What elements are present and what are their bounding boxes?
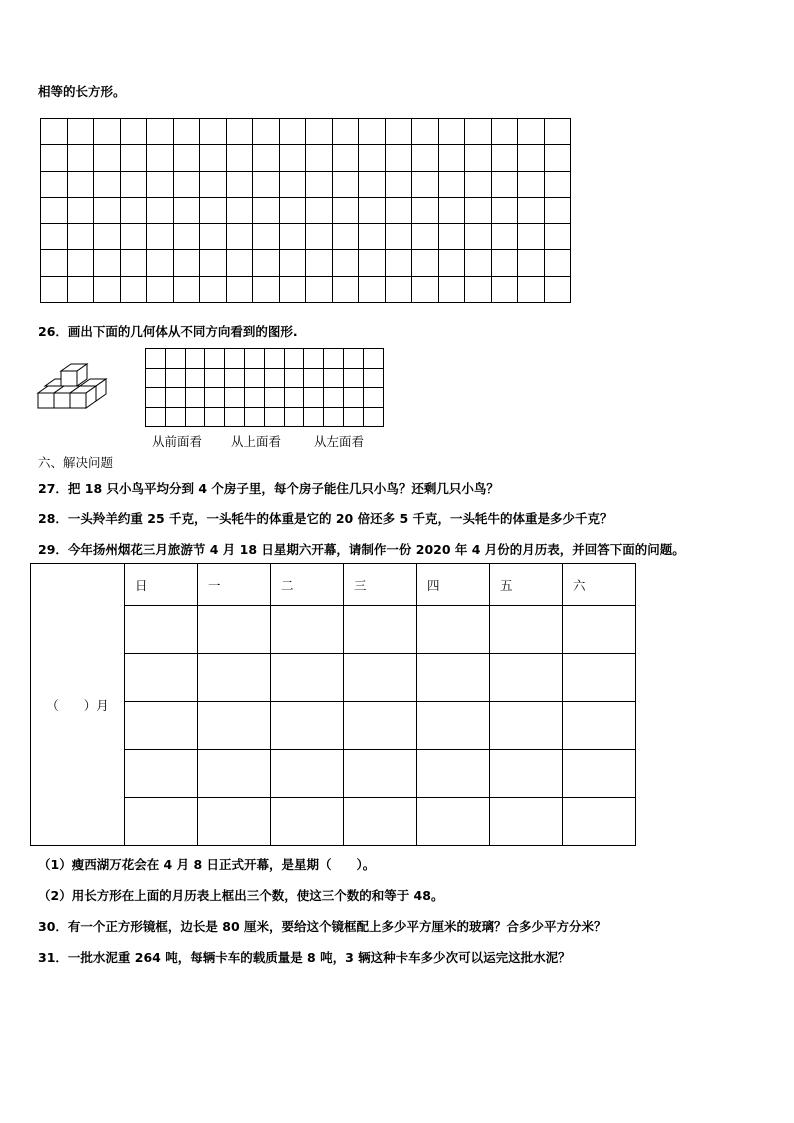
grid-cell bbox=[465, 224, 492, 250]
grid-cell bbox=[120, 119, 147, 145]
grid-cell bbox=[544, 224, 571, 250]
calendar-day-cell bbox=[125, 606, 198, 654]
grid-cell bbox=[146, 349, 166, 369]
grid-cell bbox=[200, 276, 227, 302]
grid-cell bbox=[385, 171, 412, 197]
grid-cell bbox=[363, 407, 383, 427]
grid-cell bbox=[94, 250, 121, 276]
grid-cell bbox=[146, 407, 166, 427]
grid-cell bbox=[41, 119, 68, 145]
grid-cell bbox=[284, 388, 304, 408]
grid-cell bbox=[343, 388, 363, 408]
calendar-day-cell bbox=[563, 702, 636, 750]
calendar-day-cell bbox=[344, 750, 417, 798]
calendar-day-cell bbox=[563, 750, 636, 798]
grid-row bbox=[41, 250, 571, 276]
grid-cell bbox=[412, 224, 439, 250]
grid-cell bbox=[253, 224, 280, 250]
grid-cell bbox=[491, 145, 518, 171]
calendar-day-cell bbox=[417, 606, 490, 654]
grid-cell bbox=[41, 171, 68, 197]
grid-cell bbox=[438, 276, 465, 302]
grid-cell bbox=[279, 224, 306, 250]
grid-cell bbox=[491, 119, 518, 145]
grid-cell bbox=[41, 197, 68, 223]
grid-cell bbox=[185, 349, 205, 369]
grid-cell bbox=[185, 407, 205, 427]
grid-cell bbox=[324, 407, 344, 427]
grid-cell bbox=[225, 407, 245, 427]
grid-cell bbox=[205, 388, 225, 408]
weekday-header: 三 bbox=[344, 564, 417, 606]
grid-cell bbox=[173, 224, 200, 250]
calendar-day-cell bbox=[344, 606, 417, 654]
grid-cell bbox=[225, 388, 245, 408]
grid-cell bbox=[544, 197, 571, 223]
grid-cell bbox=[226, 197, 253, 223]
grid-cell bbox=[304, 407, 324, 427]
grid-cell bbox=[306, 145, 333, 171]
grid-cell bbox=[343, 407, 363, 427]
grid-cell bbox=[225, 368, 245, 388]
grid-cell bbox=[385, 224, 412, 250]
grid-cell bbox=[41, 250, 68, 276]
weekday-header: 日 bbox=[125, 564, 198, 606]
grid-cell bbox=[94, 145, 121, 171]
grid-cell bbox=[200, 250, 227, 276]
weekday-header: 一 bbox=[198, 564, 271, 606]
grid-cell bbox=[438, 224, 465, 250]
grid-cell bbox=[359, 250, 386, 276]
grid-cell bbox=[343, 349, 363, 369]
grid-cell bbox=[147, 119, 174, 145]
view-drawing-grid bbox=[145, 348, 384, 427]
grid-cell bbox=[244, 368, 264, 388]
calendar-day-cell bbox=[344, 654, 417, 702]
label-front-view: 从前面看 bbox=[152, 434, 203, 449]
label-left-view: 从左面看 bbox=[314, 434, 365, 449]
question-26-text: 26．画出下面的几何体从不同方向看到的图形. bbox=[38, 324, 298, 339]
grid-cell bbox=[306, 171, 333, 197]
grid-cell bbox=[332, 276, 359, 302]
grid-cell bbox=[147, 250, 174, 276]
grid-cell bbox=[518, 145, 545, 171]
grid-cell bbox=[465, 145, 492, 171]
grid-cell bbox=[200, 171, 227, 197]
grid-cell bbox=[438, 145, 465, 171]
grid-cell bbox=[253, 276, 280, 302]
grid-cell bbox=[67, 224, 94, 250]
grid-cell bbox=[173, 197, 200, 223]
grid-cell bbox=[412, 145, 439, 171]
grid-cell bbox=[304, 388, 324, 408]
calendar-day-cell bbox=[198, 654, 271, 702]
view-grid-row bbox=[146, 407, 384, 427]
grid-cell bbox=[147, 145, 174, 171]
view-grid-row bbox=[146, 388, 384, 408]
calendar-day-cell bbox=[198, 702, 271, 750]
weekday-header: 二 bbox=[271, 564, 344, 606]
grid-cell bbox=[284, 349, 304, 369]
grid-cell bbox=[264, 407, 284, 427]
grid-cell bbox=[244, 388, 264, 408]
grid-cell bbox=[120, 171, 147, 197]
grid-cell bbox=[343, 368, 363, 388]
grid-cell bbox=[185, 388, 205, 408]
grid-cell bbox=[332, 145, 359, 171]
grid-cell bbox=[120, 276, 147, 302]
section-title: 六、解决问题 bbox=[38, 455, 114, 470]
grid-cell bbox=[385, 276, 412, 302]
grid-cell bbox=[438, 250, 465, 276]
grid-cell bbox=[226, 250, 253, 276]
grid-cell bbox=[359, 119, 386, 145]
question-29-text: 29．今年扬州烟花三月旅游节 4 月 18 日星期六开幕，请制作一份 2020 年 4 月份的月历表，并回答下面的问题。 bbox=[38, 542, 685, 557]
question-28-text: 28．一头羚羊约重 25 千克，一头牦牛的体重是它的 20 倍还多 5 千克，一头牦牛的体重是多少千克？ bbox=[38, 511, 613, 526]
grid-cell bbox=[518, 276, 545, 302]
grid-cell bbox=[264, 368, 284, 388]
grid-cell bbox=[304, 349, 324, 369]
calendar-day-cell bbox=[417, 798, 490, 846]
grid-cell bbox=[465, 171, 492, 197]
calendar-header-row bbox=[31, 564, 636, 606]
grid-cell bbox=[253, 119, 280, 145]
calendar-table bbox=[30, 563, 636, 846]
grid-cell bbox=[332, 197, 359, 223]
calendar-day-cell bbox=[271, 798, 344, 846]
calendar-day-cell bbox=[125, 654, 198, 702]
grid-cell bbox=[363, 368, 383, 388]
grid-cell bbox=[304, 368, 324, 388]
grid-cell bbox=[244, 407, 264, 427]
grid-cell bbox=[165, 368, 185, 388]
grid-cell bbox=[544, 276, 571, 302]
grid-cell bbox=[412, 197, 439, 223]
grid-cell bbox=[363, 388, 383, 408]
grid-cell bbox=[226, 276, 253, 302]
grid-cell bbox=[264, 388, 284, 408]
grid-cell bbox=[332, 224, 359, 250]
calendar-day-cell bbox=[344, 702, 417, 750]
grid-cell bbox=[67, 171, 94, 197]
grid-cell bbox=[146, 388, 166, 408]
grid-cell bbox=[279, 171, 306, 197]
calendar-day-cell bbox=[271, 702, 344, 750]
weekday-header: 四 bbox=[417, 564, 490, 606]
question-27-text: 27．把 18 只小鸟平均分到 4 个房子里，每个房子能住几只小鸟？还剩几只小鸟？ bbox=[38, 481, 499, 496]
calendar-day-cell bbox=[490, 606, 563, 654]
calendar-day-cell bbox=[417, 750, 490, 798]
grid-cell bbox=[67, 119, 94, 145]
grid-cell bbox=[200, 145, 227, 171]
grid-cell bbox=[306, 197, 333, 223]
grid-cell bbox=[438, 197, 465, 223]
grid-cell bbox=[120, 224, 147, 250]
grid-cell bbox=[332, 171, 359, 197]
calendar-day-cell bbox=[271, 750, 344, 798]
grid-cell bbox=[253, 250, 280, 276]
question-30-text: 30．有一个正方形镜框，边长是 80 厘米，要给这个镜框配上多少平方厘米的玻璃？合多少平方分米？ bbox=[38, 919, 607, 934]
grid-cell bbox=[324, 349, 344, 369]
grid-cell bbox=[165, 407, 185, 427]
grid-cell bbox=[226, 224, 253, 250]
grid-cell bbox=[279, 197, 306, 223]
grid-row bbox=[41, 224, 571, 250]
grid-cell bbox=[359, 171, 386, 197]
grid-cell bbox=[146, 368, 166, 388]
grid-cell bbox=[306, 276, 333, 302]
grid-cell bbox=[253, 171, 280, 197]
calendar-day-cell bbox=[563, 798, 636, 846]
grid-cell bbox=[359, 197, 386, 223]
grid-cell bbox=[465, 119, 492, 145]
calendar-day-cell bbox=[563, 654, 636, 702]
grid-cell bbox=[147, 224, 174, 250]
calendar-day-cell bbox=[271, 654, 344, 702]
grid-cell bbox=[518, 197, 545, 223]
grid-cell bbox=[205, 368, 225, 388]
grid-cell bbox=[518, 119, 545, 145]
view-grid-row bbox=[146, 368, 384, 388]
grid-cell bbox=[518, 250, 545, 276]
view-grid-row bbox=[146, 349, 384, 369]
grid-cell bbox=[120, 197, 147, 223]
grid-cell bbox=[67, 145, 94, 171]
grid-cell bbox=[165, 388, 185, 408]
grid-cell bbox=[165, 349, 185, 369]
grid-cell bbox=[200, 224, 227, 250]
grid-cell bbox=[226, 145, 253, 171]
grid-cell bbox=[544, 119, 571, 145]
question-31-text: 31．一批水泥重 264 吨，每辆卡车的载质量是 8 吨，3 辆这种卡车多少次可以运完这批水泥？ bbox=[38, 950, 571, 965]
calendar-day-cell bbox=[417, 702, 490, 750]
grid-cell bbox=[284, 407, 304, 427]
label-top-view: 从上面看 bbox=[231, 434, 282, 449]
grid-cell bbox=[147, 276, 174, 302]
grid-cell bbox=[94, 119, 121, 145]
grid-cell bbox=[359, 276, 386, 302]
grid-cell bbox=[306, 224, 333, 250]
question-29-sub-2: （2）用长方形在上面的月历表上框出三个数，使这三个数的和等于 48。 bbox=[38, 888, 444, 903]
cube-solid-figure bbox=[36, 362, 108, 412]
grid-cell bbox=[412, 250, 439, 276]
grid-cell bbox=[279, 145, 306, 171]
month-label: （ ）月 bbox=[31, 564, 125, 846]
grid-cell bbox=[225, 349, 245, 369]
grid-cell bbox=[205, 349, 225, 369]
grid-cell bbox=[200, 119, 227, 145]
grid-row bbox=[41, 119, 571, 145]
grid-cell bbox=[173, 145, 200, 171]
grid-row bbox=[41, 171, 571, 197]
grid-cell bbox=[412, 119, 439, 145]
calendar-day-cell bbox=[198, 798, 271, 846]
grid-cell bbox=[279, 276, 306, 302]
grid-cell bbox=[385, 250, 412, 276]
grid-row bbox=[41, 276, 571, 302]
grid-cell bbox=[284, 368, 304, 388]
grid-cell bbox=[385, 197, 412, 223]
calendar-day-cell bbox=[490, 654, 563, 702]
grid-cell bbox=[205, 407, 225, 427]
calendar-day-cell bbox=[125, 702, 198, 750]
grid-cell bbox=[41, 145, 68, 171]
grid-cell bbox=[491, 171, 518, 197]
grid-cell bbox=[491, 197, 518, 223]
grid-cell bbox=[94, 276, 121, 302]
grid-cell bbox=[385, 145, 412, 171]
grid-cell bbox=[332, 250, 359, 276]
grid-cell bbox=[253, 145, 280, 171]
grid-cell bbox=[226, 119, 253, 145]
grid-cell bbox=[544, 250, 571, 276]
grid-cell bbox=[173, 119, 200, 145]
grid-cell bbox=[94, 224, 121, 250]
calendar-day-cell bbox=[125, 750, 198, 798]
calendar-day-cell bbox=[198, 750, 271, 798]
grid-cell bbox=[94, 171, 121, 197]
calendar-day-cell bbox=[417, 654, 490, 702]
grid-cell bbox=[518, 171, 545, 197]
grid-cell bbox=[253, 197, 280, 223]
grid-cell bbox=[173, 250, 200, 276]
grid-cell bbox=[279, 250, 306, 276]
grid-row bbox=[41, 145, 571, 171]
grid-cell bbox=[67, 197, 94, 223]
grid-cell bbox=[363, 349, 383, 369]
calendar-day-cell bbox=[490, 798, 563, 846]
grid-cell bbox=[147, 197, 174, 223]
grid-cell bbox=[438, 119, 465, 145]
grid-cell bbox=[544, 145, 571, 171]
grid-cell bbox=[324, 388, 344, 408]
grid-cell bbox=[41, 224, 68, 250]
grid-cell bbox=[385, 119, 412, 145]
calendar-day-cell bbox=[198, 606, 271, 654]
weekday-header: 五 bbox=[490, 564, 563, 606]
grid-cell bbox=[67, 276, 94, 302]
drawing-grid bbox=[40, 118, 571, 303]
grid-cell bbox=[359, 224, 386, 250]
calendar-day-cell bbox=[125, 798, 198, 846]
grid-cell bbox=[173, 276, 200, 302]
grid-row bbox=[41, 197, 571, 223]
grid-cell bbox=[306, 250, 333, 276]
grid-cell bbox=[120, 145, 147, 171]
weekday-header: 六 bbox=[563, 564, 636, 606]
grid-cell bbox=[465, 276, 492, 302]
grid-cell bbox=[465, 250, 492, 276]
grid-cell bbox=[518, 224, 545, 250]
grid-cell bbox=[544, 171, 571, 197]
grid-cell bbox=[438, 171, 465, 197]
grid-cell bbox=[147, 171, 174, 197]
grid-cell bbox=[465, 197, 492, 223]
grid-cell bbox=[41, 276, 68, 302]
calendar-day-cell bbox=[563, 606, 636, 654]
grid-cell bbox=[491, 250, 518, 276]
grid-cell bbox=[173, 171, 200, 197]
grid-cell bbox=[120, 250, 147, 276]
grid-cell bbox=[332, 119, 359, 145]
grid-cell bbox=[491, 276, 518, 302]
grid-cell bbox=[200, 197, 227, 223]
question-29-sub-1: （1）瘦西湖万花会在 4 月 8 日正式开幕，是星期（ ）。 bbox=[38, 857, 376, 872]
grid-cell bbox=[226, 171, 253, 197]
previous-question-tail: 相等的长方形。 bbox=[38, 84, 126, 99]
grid-cell bbox=[491, 224, 518, 250]
calendar-day-cell bbox=[344, 798, 417, 846]
calendar-day-cell bbox=[490, 702, 563, 750]
grid-cell bbox=[244, 349, 264, 369]
calendar-day-cell bbox=[490, 750, 563, 798]
grid-cell bbox=[279, 119, 306, 145]
grid-cell bbox=[306, 119, 333, 145]
grid-cell bbox=[412, 276, 439, 302]
grid-cell bbox=[359, 145, 386, 171]
grid-cell bbox=[94, 197, 121, 223]
grid-cell bbox=[412, 171, 439, 197]
calendar-day-cell bbox=[271, 606, 344, 654]
grid-cell bbox=[324, 368, 344, 388]
grid-cell bbox=[185, 368, 205, 388]
grid-cell bbox=[67, 250, 94, 276]
grid-cell bbox=[264, 349, 284, 369]
